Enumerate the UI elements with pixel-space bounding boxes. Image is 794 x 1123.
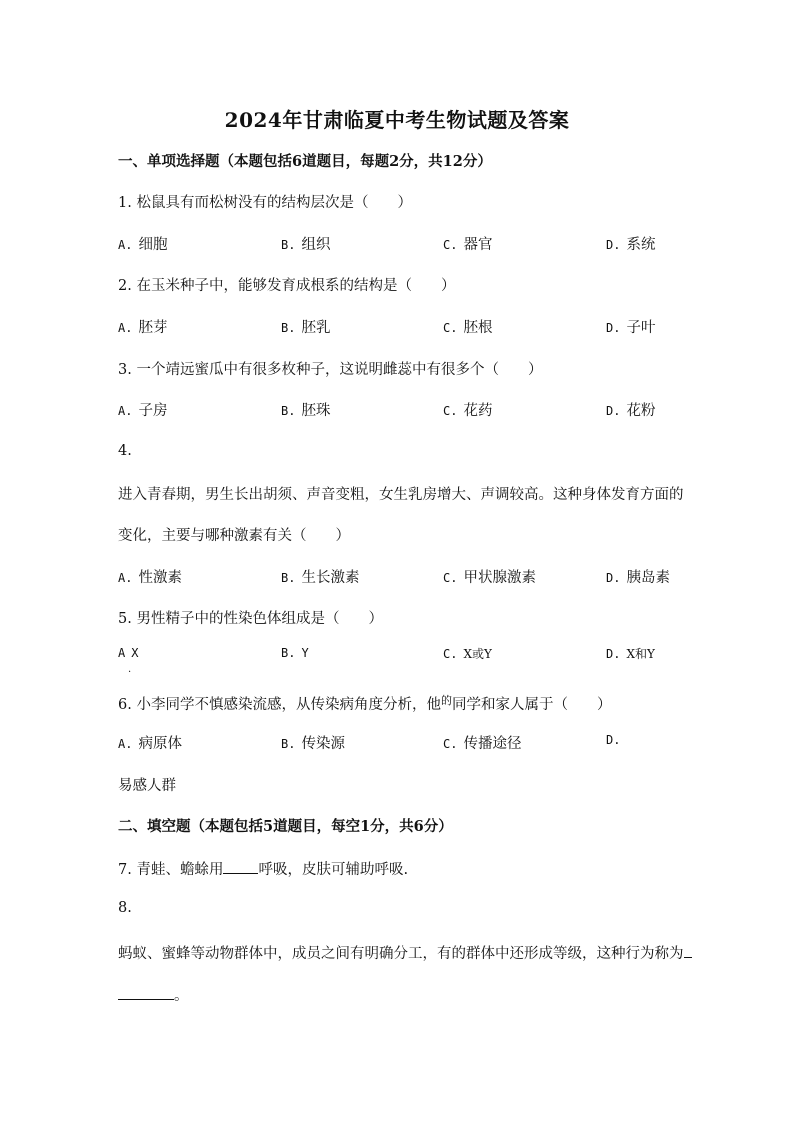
option-2b: B. 胚乳 [281,320,331,336]
option-1a: A. 细胞 [118,237,168,253]
question-7: 7. 青蛙、蟾蜍用 呼吸，皮肤可辅助呼吸. [118,858,408,879]
question-6: 6. 小李同学不慎感染流感，从传染病角度分析，他$^的$同学和家人属于（ ） [118,694,612,713]
option-1d: D. 系统 [606,237,656,253]
option-2d: D. 子叶 [606,320,656,336]
option-1b: B. 组织 [281,237,331,253]
option-5d: D. X和Y [606,647,655,661]
question-4-number: 4. [118,443,132,459]
option-6d: D. [606,733,621,747]
question-8-line1: 蚂蚁、蜜蜂等动物群体中，成员之间有明确分工，有的群体中还形成等级，这种行为称为 [118,942,692,963]
stray-dot: . [128,664,132,675]
question-1: 1. 松鼠具有而松树没有的结构层次是（ ） [118,195,412,211]
option-5a: A X [118,646,139,660]
question-4-line2: 变化，主要与哪种激素有关（ ） [118,528,350,544]
option-6a: A. 病原体 [118,736,182,752]
option-6c: C. 传播途径 [443,736,522,752]
section-heading-choice: 一、单项选择题（本题包括6道题目，每题2分，共12分） [118,153,492,170]
option-3b: B. 胚珠 [281,403,331,419]
question-8-number: 8. [118,900,132,916]
option-3c: C. 花药 [443,403,493,419]
question-3: 3. 一个靖远蜜瓜中有很多枚种子，这说明雌蕊中有很多个（ ） [118,362,543,378]
option-6b: B. 传染源 [281,736,345,752]
option-4d: D. 胰岛素 [606,570,670,586]
option-5b: B. Y [281,646,309,660]
page-title: 2024年甘肃临夏中考生物试题及答案 [224,108,570,132]
section-heading-fill: 二、填空题（本题包括5道题目，每空1分，共6分） [118,818,453,835]
option-2a: A. 胚芽 [118,320,168,336]
answer-blank [223,859,258,874]
question-4-line1: 进入青春期，男生长出胡须、声音变粗，女生乳房增大、声调较高。这种身体发育方面的 [118,487,684,503]
option-3d: D. 花粉 [606,403,656,419]
option-1c: C. 器官 [443,237,493,253]
question-2: 2. 在玉米种子中，能够发育成根系的结构是（ ） [118,278,456,294]
option-3a: A. 子房 [118,403,168,419]
option-4a: A. 性激素 [118,570,182,586]
option-6d-wrapped: 易感人群 [118,778,176,794]
answer-blank [118,985,174,1000]
option-5c: C. X或Y [443,647,492,661]
option-4c: C. 甲状腺激素 [443,570,536,586]
question-8-line2: 。 [118,984,189,1005]
option-4b: B. 生长激素 [281,570,360,586]
answer-blank [684,943,692,958]
question-5: 5. 男性精子中的性染色体组成是（ ） [118,611,383,627]
option-2c: C. 胚根 [443,320,493,336]
